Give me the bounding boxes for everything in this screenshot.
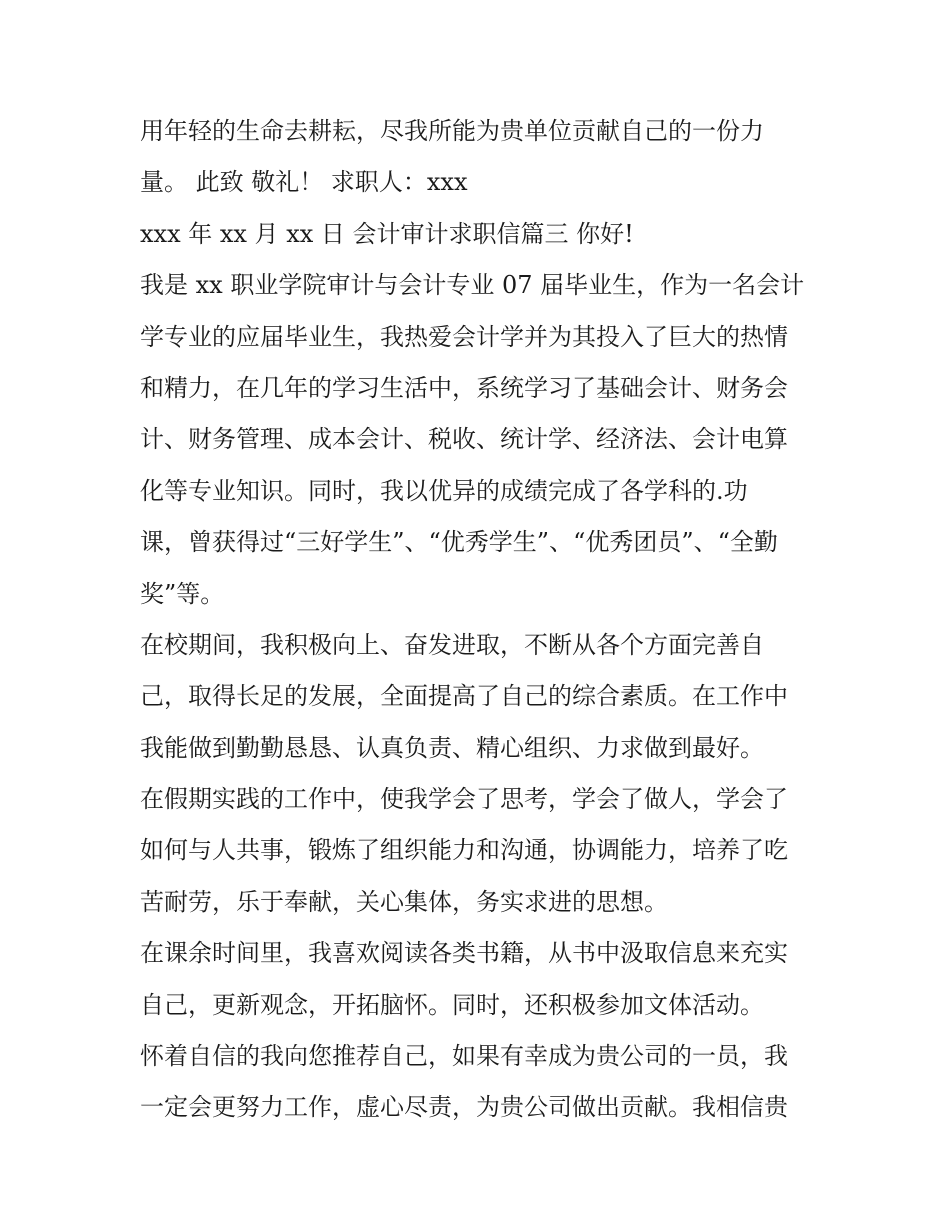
text-line: 和精力，在几年的学习生活中，系统学习了基础会计、财务会 xyxy=(140,373,788,402)
text-line: 己，取得长足的发展，全面提高了自己的综合素质。在工作中 xyxy=(140,682,788,711)
text-line: 苦耐劳，乐于奉献，关心集体，务实求进的思想。 xyxy=(140,887,668,916)
text-line: 在校期间，我积极向上、奋发进取，不断从各个方面完善自 xyxy=(140,630,764,659)
text-line: 怀着自信的我向您推荐自己，如果有幸成为贵公司的一员，我 xyxy=(140,1042,788,1071)
text-line: 学专业的应届毕业生，我热爱会计学并为其投入了巨大的热情 xyxy=(140,322,788,351)
text-line: 化等专业知识。同时，我以优异的成绩完成了各学科的.功 xyxy=(140,476,748,505)
text-line: 课，曾获得过“三好学生”、“优秀学生”、“优秀团员”、“全勤 xyxy=(140,528,778,557)
text-line: 我是 xx 职业学院审计与会计专业 07 届毕业生，作为一名会计 xyxy=(140,271,805,300)
text-line: 在假期实践的工作中，使我学会了思考，学会了做人，学会了 xyxy=(140,785,788,814)
text-line: 用年轻的生命去耕耘，尽我所能为贵单位贡献自己的一份力 xyxy=(140,117,764,145)
text-line: xxx 年 xx 月 xx 日 会计审计求职信篇三 你好! xyxy=(140,219,634,248)
text-line: 计、财务管理、成本会计、税收、统计学、经济法、会计电算 xyxy=(140,425,788,454)
text-line: 奖”等。 xyxy=(140,579,225,608)
text-line: 如何与人共事，锻炼了组织能力和沟通，协调能力，培养了吃 xyxy=(140,836,788,865)
letter-body xyxy=(140,106,820,1134)
text-line: 我能做到勤勤恳恳、认真负责、精心组织、力求做到最好。 xyxy=(140,733,764,762)
text-line: 自己，更新观念，开拓脑怀。同时，还积极参加文体活动。 xyxy=(140,990,764,1019)
text-line: 量。 此致 敬礼！ 求职人：xxx xyxy=(140,168,468,197)
text-line: 一定会更努力工作，虚心尽责，为贵公司做出贡献。我相信贵 xyxy=(140,1093,788,1122)
text-line: 在课余时间里，我喜欢阅读各类书籍，从书中汲取信息来充实 xyxy=(140,939,788,968)
